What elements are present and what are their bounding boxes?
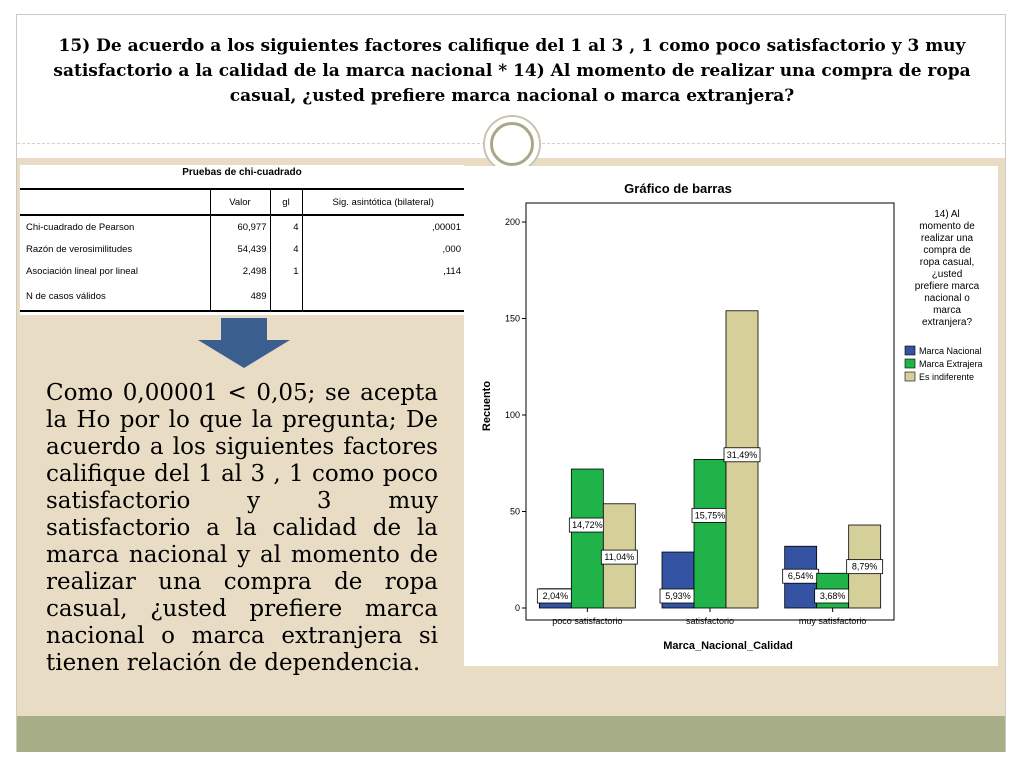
table-cell: ,00001 — [302, 215, 464, 238]
data-label: 14,72% — [572, 520, 603, 531]
x-tick-label: satisfactorio — [685, 616, 735, 626]
chart-title: Gráfico de barras — [624, 181, 732, 196]
legend-title-line: ropa casual, — [919, 257, 975, 268]
table-header-cell: Valor — [210, 189, 270, 215]
legend-title-line: momento de — [919, 221, 975, 232]
bar-chart — [464, 166, 998, 666]
data-label: 5,93% — [665, 591, 691, 601]
table-cell: Razón de verosimilitudes — [26, 243, 133, 255]
legend-title-line: extranjera? — [921, 317, 973, 328]
legend-title-line: compra de — [923, 245, 971, 256]
circle-ornament — [483, 115, 541, 173]
table-cell: ,114 — [302, 260, 464, 282]
legend-swatch — [905, 359, 915, 368]
table-cell: Asociación lineal por lineal — [26, 265, 138, 277]
data-label: 3,68% — [819, 591, 846, 601]
data-label: 6,54% — [787, 571, 814, 582]
table-cell: Chi-cuadrado de Pearson — [26, 221, 135, 233]
y-tick-label: 0 — [514, 603, 520, 613]
y-axis-label: Recuento — [481, 380, 493, 432]
legend-swatch — [905, 346, 915, 355]
table-cell — [270, 282, 302, 311]
legend-title-line: marca — [933, 305, 961, 316]
table-cell: N de casos válidos — [20, 282, 210, 311]
table-row — [20, 260, 464, 282]
table-header-cell: Sig. asintótica (bilateral) — [302, 189, 464, 215]
table-cell: 4 — [270, 215, 302, 238]
data-label: 31,49% — [726, 449, 758, 460]
legend-label: Marca Nacional — [919, 346, 982, 356]
x-tick-label: poco satisfactorio — [552, 616, 623, 626]
table-row — [20, 238, 464, 260]
table-cell: 2,498 — [210, 260, 270, 282]
table-header-cell — [20, 189, 210, 215]
chi-square-table — [20, 188, 464, 312]
legend-label: Marca Extrajera — [919, 359, 983, 369]
legend-title-line: nacional o — [924, 293, 970, 304]
slide-title: 15) De acuerdo a los siguientes factores califique del 1 al 3 , 1 como poco satisfactorio y 3 muy satisfactorio a la calidad de la marca nacional * 14) Al momento de realizar una compra de ropa casual, ¿usted prefiere marca nacional o marca extranjera? — [53, 36, 971, 106]
table-header-row — [20, 189, 464, 215]
data-label: 2,04% — [542, 591, 569, 601]
legend-title-line: prefiere marca — [914, 281, 980, 292]
data-label: 15,75% — [694, 510, 726, 521]
legend-title-line: ¿usted — [931, 269, 963, 280]
bar — [694, 459, 726, 608]
explanation-text: Como 0,00001 < 0,05; se acepta la Ho por lo que la pregunta; De acuerdo a los siguientes factores califique del 1 al 3 , 1 como poco satisfactorio y 3 muy satisfactorio a la calidad de la marca nacional y al momento de realizar una compra de ropa casual, ¿usted prefiere marca nacional o marca extranjera si tienen relación de dependencia. — [46, 380, 438, 676]
x-axis-label: Marca_Nacional_Calidad — [663, 640, 793, 652]
x-tick-label: muy satisfactorio — [798, 616, 867, 626]
table-cell: 60,977 — [210, 215, 270, 238]
legend-title-line: 14) Al — [934, 209, 960, 220]
legend — [905, 209, 983, 382]
y-tick-label: 200 — [504, 217, 520, 227]
bar-group — [537, 311, 882, 608]
y-tick-label: 50 — [509, 506, 520, 517]
legend-label: Es indiferente — [919, 372, 975, 382]
table-cell: 54,439 — [210, 238, 270, 260]
data-label: 8,79% — [851, 561, 878, 572]
data-label: 11,04% — [604, 552, 635, 563]
x-axis — [552, 608, 866, 626]
bar — [571, 469, 603, 608]
table-header-cell: gl — [270, 189, 302, 215]
y-tick-label: 150 — [504, 313, 520, 324]
chi-square-table-title: Pruebas de chi-cuadrado — [182, 167, 302, 178]
table-cell: 4 — [270, 238, 302, 260]
table-cell: ,000 — [302, 238, 464, 260]
table-row — [20, 215, 464, 238]
y-axis — [505, 217, 526, 613]
table-row — [20, 282, 464, 311]
table-cell: 1 — [270, 260, 302, 282]
down-arrow-icon — [196, 318, 292, 370]
table-cell — [302, 282, 464, 311]
y-tick-label: 100 — [504, 410, 520, 420]
footer-band — [17, 716, 1005, 752]
legend-swatch — [905, 372, 915, 381]
table-cell: 489 — [210, 282, 270, 311]
legend-title-line: realizar una — [920, 233, 974, 244]
